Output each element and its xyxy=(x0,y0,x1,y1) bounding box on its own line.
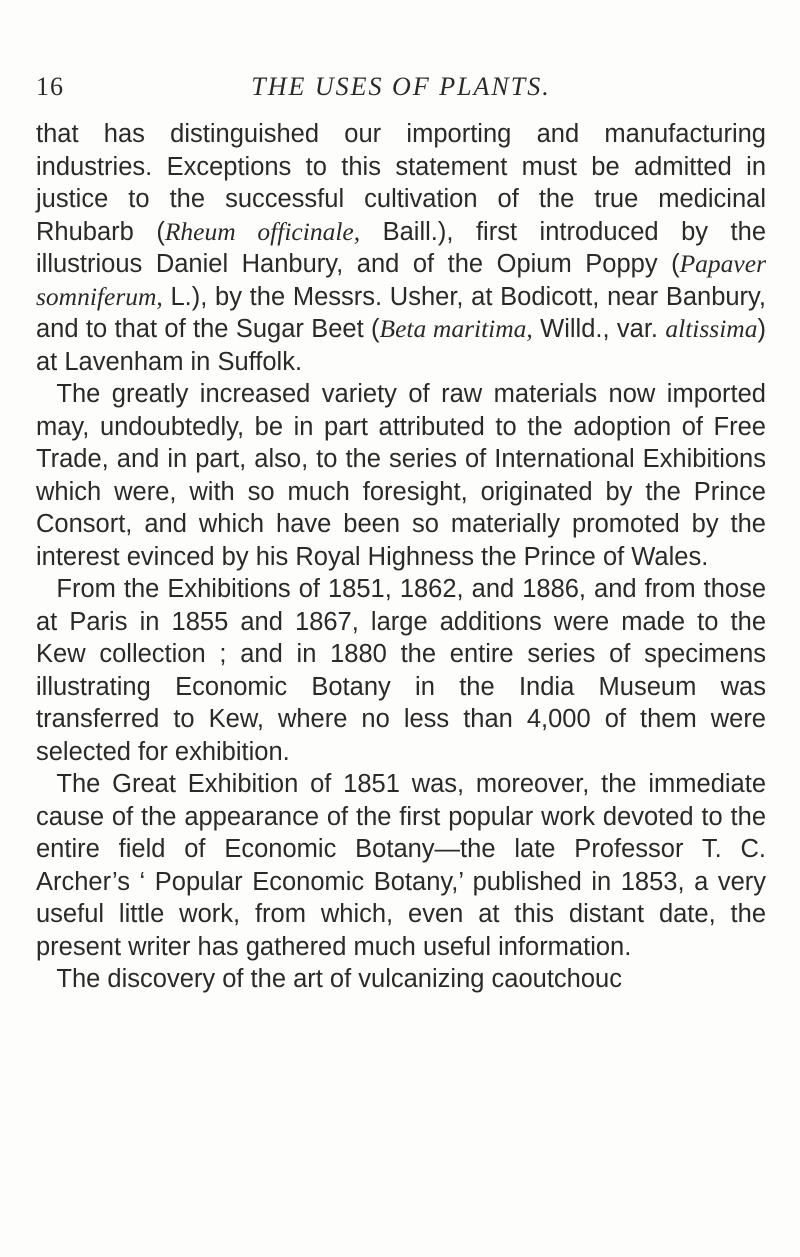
italic-text: Rheum officinale, xyxy=(164,216,361,246)
page-header xyxy=(36,72,766,112)
text-run: The discovery of the art of vulcanizing caoutchouc xyxy=(56,965,622,993)
italic-text: altissima xyxy=(665,314,758,343)
text-run: ) at Lavenham in Suffolk. xyxy=(36,315,766,376)
text-run: that has distinguished our importing and manufacturing industries. Exceptions to this statement must be admitted in justice to the successful cultivation of the true medicinal Rhubarb ( xyxy=(36,120,766,246)
page-number: 16 xyxy=(36,72,64,101)
text-run: Baill.), first introduced by the illustrious Daniel Hanbury, and of the Opium Poppy ( xyxy=(36,217,766,278)
paragraph xyxy=(36,768,766,963)
paragraph xyxy=(36,118,766,378)
paragraph xyxy=(36,573,766,768)
text-run: The Great Exhibition of 1851 was, moreover, the immediate cause of the appearance of the first popular work devoted to the entire field of Economic Botany—the late Professor T. C. Archer’s ‘ Popular Economic Botany,’ published in 1853, a very useful little work, from which, even at this distant date, the present writer has gathered much useful information. xyxy=(36,770,766,961)
italic-text: Beta maritima, xyxy=(379,314,533,343)
body-text xyxy=(36,118,766,996)
running-title: THE USES OF PLANTS. xyxy=(251,72,551,101)
paragraph xyxy=(36,378,766,573)
text-run: The greatly increased variety of raw materials now imported may, undoubtedly, be in part attributed to the adoption of Free Trade, and in part, also, to the series of International Exhibitions which were, with so much foresight, originated by the Prince Consort, and which have been so materially promoted by the interest evinced by his Royal Highness the Prince of Wales. xyxy=(36,380,766,571)
text-run: From the Exhibitions of 1851, 1862, and 1886, and from those at Paris in 1855 and 1867, large additions were made to the Kew collection ; and in 1880 the entire series of specimens illustrating Economic Botany in the India Museum was transferred to Kew, where no less than 4,000 of them were selected for exhibition. xyxy=(36,575,766,766)
text-run: L.), by the Messrs. Usher, at Bodicott, near Banbury, and to that of the Sugar Beet ( xyxy=(36,282,766,343)
text-run: Willd., var. xyxy=(532,315,666,343)
paragraph xyxy=(36,963,766,996)
italic-text: Papaver somniferum, xyxy=(36,249,766,311)
